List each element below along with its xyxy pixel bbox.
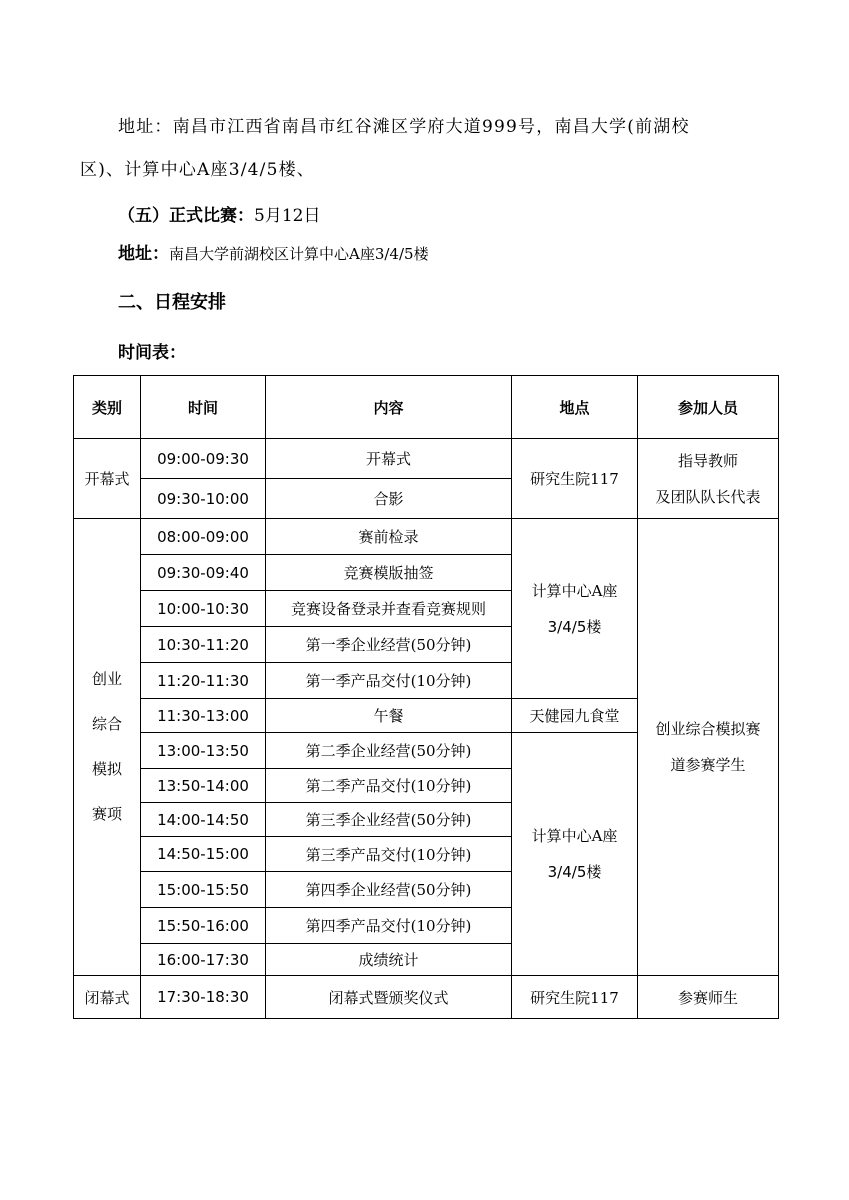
time-cell: 09:30-09:40: [141, 555, 266, 591]
address-text-1: 南昌市江西省南昌市红谷滩区学府大道999号，南昌大学(前湖校: [172, 117, 690, 137]
final-competition-label: （五）正式比赛：: [118, 206, 254, 226]
header-category: 类别: [74, 376, 141, 439]
content-cell: 第三季企业经营(50分钟): [266, 803, 512, 837]
time-cell: 15:50-16:00: [141, 908, 266, 944]
schedule-table: [73, 375, 779, 1019]
content-cell: 闭幕式暨颁奖仪式: [266, 976, 512, 1019]
time-cell: 13:00-13:50: [141, 733, 266, 769]
final-competition-line: [118, 206, 320, 226]
opening-location: 研究生院117: [512, 439, 638, 519]
location-a-line-1: 计算中心A座: [531, 581, 618, 600]
location-b-line-1: 计算中心A座: [531, 827, 618, 845]
location-b-line-2: 3/4/5楼: [547, 863, 602, 881]
header-content: 内容: [266, 376, 512, 439]
location-computing-center-b: [512, 733, 638, 976]
time-cell: 10:00-10:30: [141, 591, 266, 627]
table-row: [74, 519, 779, 555]
content-cell: 第一季企业经营(50分钟): [266, 627, 512, 663]
content-cell: 第一季产品交付(10分钟): [266, 663, 512, 699]
table-row: [74, 976, 779, 1019]
content-cell: 成绩统计: [266, 944, 512, 976]
time-cell: 17:30-18:30: [141, 976, 266, 1019]
timetable-label: 时间表：: [118, 343, 186, 363]
closing-category: 闭幕式: [74, 976, 141, 1019]
table-header-row: [74, 376, 779, 439]
closing-location: 研究生院117: [512, 976, 638, 1019]
content-cell: 合影: [266, 479, 512, 519]
content-cell: 竞赛模版抽签: [266, 555, 512, 591]
final-address-label: 地址：: [118, 244, 169, 264]
final-address-line: [118, 244, 429, 264]
address-line-2: [80, 160, 315, 180]
content-cell: 第三季产品交付(10分钟): [266, 837, 512, 872]
content-cell: 开幕式: [266, 439, 512, 479]
time-cell: 08:00-09:00: [141, 519, 266, 555]
final-competition-date: 5月12日: [254, 206, 321, 226]
main-participants-line-2: 道参赛学生: [670, 756, 746, 774]
time-cell: 10:30-11:20: [141, 627, 266, 663]
main-category-line-1: 创业: [91, 670, 122, 688]
opening-participants-line-2: 及团队队长代表: [655, 487, 761, 506]
content-cell: 第四季企业经营(50分钟): [266, 872, 512, 908]
main-participants-line-1: 创业综合模拟赛: [655, 720, 761, 738]
opening-participants: [638, 439, 779, 519]
content-cell: 午餐: [266, 699, 512, 733]
content-cell: 第二季企业经营(50分钟): [266, 733, 512, 769]
table-row: [74, 439, 779, 479]
location-computing-center-a: [512, 519, 638, 699]
location-a-line-2: 3/4/5楼: [547, 617, 602, 636]
content-cell: 赛前检录: [266, 519, 512, 555]
header-participants: 参加人员: [638, 376, 779, 439]
time-cell: 14:00-14:50: [141, 803, 266, 837]
address-label: 地址：: [118, 117, 173, 137]
time-cell: 16:00-17:30: [141, 944, 266, 976]
final-address-text: 南昌大学前湖校区计算中心A座3/4/5楼: [169, 245, 429, 263]
location-lunch: 天健园九食堂: [512, 699, 638, 733]
closing-participants: 参赛师生: [638, 976, 779, 1019]
time-cell: 11:30-13:00: [141, 699, 266, 733]
main-category-text: [92, 657, 122, 837]
main-category-line-3: 模拟: [91, 760, 122, 778]
main-category-line-2: 综合: [91, 715, 122, 733]
address-line-1: [118, 117, 690, 137]
time-cell: 15:00-15:50: [141, 872, 266, 908]
main-category: [74, 519, 141, 976]
header-location: 地点: [512, 376, 638, 439]
content-cell: 第四季产品交付(10分钟): [266, 908, 512, 944]
time-cell: 13:50-14:00: [141, 769, 266, 803]
header-time: 时间: [141, 376, 266, 439]
time-cell: 09:30-10:00: [141, 479, 266, 519]
address-text-2: 区)、计算中心A座3/4/5楼、: [80, 160, 316, 180]
opening-category: 开幕式: [74, 439, 141, 519]
content-cell: 第二季产品交付(10分钟): [266, 769, 512, 803]
content-cell: 竞赛设备登录并查看竞赛规则: [266, 591, 512, 627]
opening-participants-line-1: 指导教师: [677, 451, 738, 470]
time-cell: 09:00-09:30: [141, 439, 266, 479]
time-cell: 11:20-11:30: [141, 663, 266, 699]
main-category-line-4: 赛项: [91, 805, 122, 823]
main-participants: [638, 519, 779, 976]
time-cell: 14:50-15:00: [141, 837, 266, 872]
section-heading: 二、日程安排: [118, 292, 226, 313]
